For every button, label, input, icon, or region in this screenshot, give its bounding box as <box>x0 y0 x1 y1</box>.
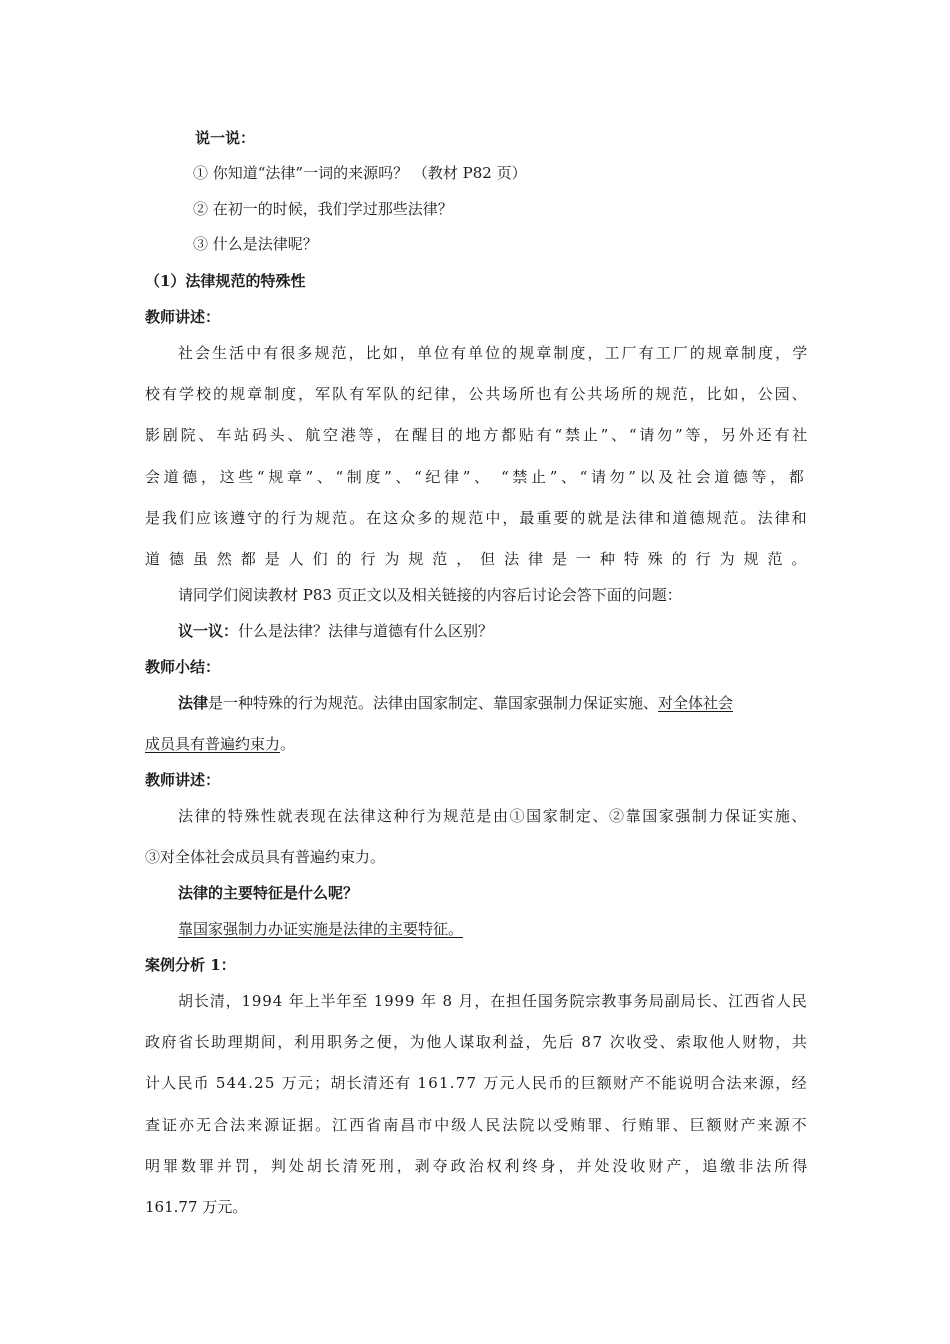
lecture2-label: 教师讲述： <box>145 771 221 789</box>
lecture2-line-1: 法律的特殊性就表现在法律这种行为规范是由①国家制定、②靠国家强制力保证实施、 <box>178 807 808 825</box>
shuo-question-3: ③ 什么是法律呢？ <box>193 235 318 253</box>
summary-line-1 <box>178 693 733 713</box>
summary-text: 是一种特殊的行为规范。法律由国家制定、靠国家强制力保证实施、 <box>208 694 659 712</box>
lecture-line: 校有学校的规章制度，军队有军队的纪律，公共场所也有公共场所的规范，比如，公园、 <box>145 385 809 403</box>
summary-line-2 <box>145 734 295 754</box>
feature-answer: 靠国家强制力办证实施是法律的主要特征。 <box>178 920 464 938</box>
reading-instruction: 请同学们阅读教材 P83 页正文以及相关链接的内容后讨论会答下面的问题： <box>178 586 682 604</box>
summary-term: 法律 <box>178 694 209 712</box>
shuo-question-2: ② 在初一的时候，我们学过那些法律？ <box>193 200 453 218</box>
lecture-line: 影剧院、车站码头、航空港等，在醒目的地方都贴有“禁止”、“请勿”等，另外还有社 <box>145 426 811 444</box>
case-line: 政府省长助理期间，利用职务之便，为他人谋取利益，先后 87 次收受、索取他人财物，共 <box>145 1033 809 1051</box>
case-line: 查证亦无合法来源证据。江西省南昌市中级人民法院以受贿罪、行贿罪、巨额财产来源不 <box>145 1116 809 1134</box>
summary-underline-2: 成员具有普遍约束力 <box>145 735 281 753</box>
shuo-heading: 说一说： <box>195 129 256 147</box>
section-title: （1）法律规范的特殊性 <box>145 272 306 290</box>
summary-label: 教师小结： <box>145 658 221 676</box>
discuss-label: 议一议： <box>178 622 239 640</box>
lecture2-line-2: ③对全体社会成员具有普遍约束力。 <box>145 848 386 866</box>
case-line: 胡长清，1994 年上半年至 1999 年 8 月，在担任国务院宗教事务局副局长、江西省人民 <box>178 992 808 1010</box>
feature-question: 法律的主要特征是什么呢？ <box>178 884 359 902</box>
lecture-line: 是我们应该遵守的行为规范。在这众多的规范中，最重要的就是法律和道德规范。法律和 <box>145 509 809 527</box>
case-label: 案例分析 1： <box>145 956 236 974</box>
lecture-line: 社会生活中有很多规范，比如，单位有单位的规章制度，工厂有工厂的规章制度，学 <box>178 344 810 362</box>
summary-end: 。 <box>280 735 296 753</box>
case-line: 计人民币 544.25 万元；胡长清还有 161.77 万元人民币的巨额财产不能说明合法来源，经 <box>145 1074 808 1092</box>
lecture-line: 会道德，这些“规章”、“制度”、“纪律”、 “禁止”、“请勿”以及社会道德等，都 <box>145 468 808 486</box>
case-line: 161.77 万元。 <box>145 1198 248 1216</box>
discuss-text: 什么是法律？法律与道德有什么区别？ <box>238 622 494 640</box>
discuss-line <box>178 621 493 641</box>
summary-underline-1: 对全体社会 <box>658 694 734 712</box>
lecture-label: 教师讲述： <box>145 308 221 326</box>
shuo-question-1: ① 你知道“法律”一词的来源吗？ （教材 P82 页） <box>193 164 527 182</box>
lecture-line: 道德虽然都是人们的行为规范，但法律是一种特殊的行为规范。 <box>145 550 816 568</box>
case-line: 明罪数罪并罚，判处胡长清死刑，剥夺政治权利终身，并处没收财产，追缴非法所得 <box>145 1157 811 1175</box>
